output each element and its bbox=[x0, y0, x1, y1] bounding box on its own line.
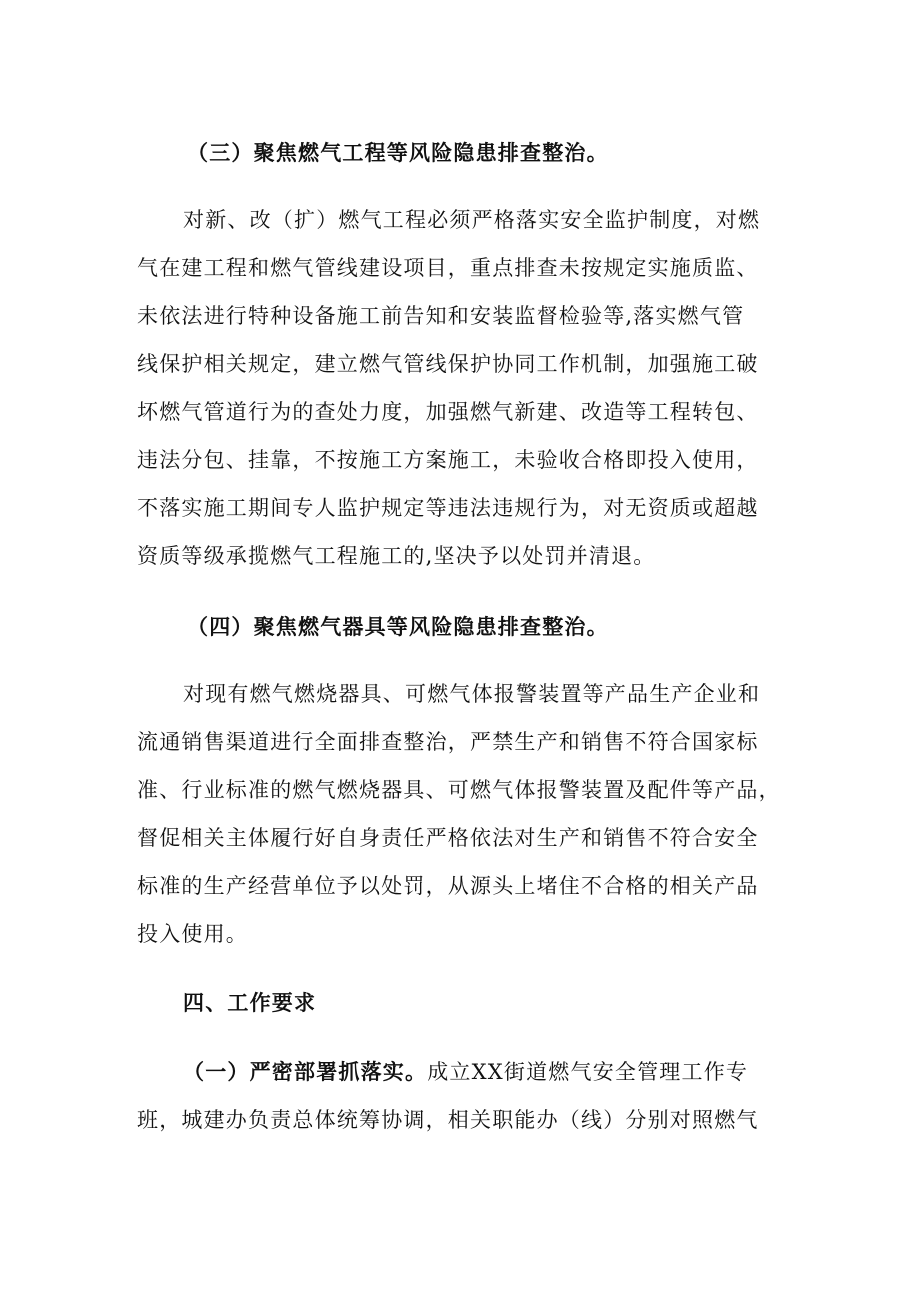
paragraph-text: 成立XX街道燃气安全管理工作专 bbox=[427, 1060, 749, 1084]
paragraph-line: 标准的生产经营单位予以处罚，从源头上堵住不合格的相关产品 bbox=[137, 874, 759, 898]
paragraph-line: 对新、改（扩）燃气工程必须严格落实安全监护制度，对燃 bbox=[183, 208, 761, 232]
paragraph-line: 未依法进行特种设备施工前告知和安装监督检验等,落实燃气管 bbox=[137, 304, 745, 328]
inline-bold-lead: （一）严密部署抓落实。 bbox=[183, 1060, 428, 1084]
paragraph-line: 违法分包、挂靠，不按施工方案施工，未验收合格即投入使用， bbox=[137, 448, 759, 472]
paragraph-line: 资质等级承揽燃气工程施工的,坚决予以处罚并清退。 bbox=[137, 544, 656, 568]
paragraph-line: 督促相关主体履行好自身责任严格依法对生产和销售不符合安全 bbox=[137, 826, 759, 850]
paragraph-line: 气在建工程和燃气管线建设项目，重点排查未按规定实施质监、 bbox=[137, 256, 759, 280]
paragraph-line-with-lead bbox=[183, 1058, 843, 1086]
paragraph-line: 投入使用。 bbox=[137, 922, 248, 946]
part-heading: 四、工作要求 bbox=[183, 991, 317, 1015]
paragraph-line: 班，城建办负责总体统筹协调，相关职能办（线）分别对照燃气 bbox=[137, 1108, 759, 1132]
paragraph-line: 流通销售渠道进行全面排查整治，严禁生产和销售不符合国家标 bbox=[137, 730, 759, 754]
paragraph-line: 对现有燃气燃烧器具、可燃气体报警装置等产品生产企业和 bbox=[183, 682, 761, 706]
paragraph-line: 不落实施工期间专人监护规定等违法违规行为，对无资质或超越 bbox=[137, 496, 759, 520]
section-heading-3: （三）聚焦燃气工程等风险隐患排查整治。 bbox=[187, 141, 609, 165]
paragraph-line: 坏燃气管道行为的查处力度，加强燃气新建、改造等工程转包、 bbox=[137, 400, 759, 424]
paragraph-line: 准、行业标准的燃气燃烧器具、可燃气体报警装置及配件等产品， bbox=[137, 778, 781, 802]
paragraph-line: 线保护相关规定，建立燃气管线保护协同工作机制，加强施工破 bbox=[137, 352, 759, 376]
section-heading-4: （四）聚焦燃气器具等风险隐患排查整治。 bbox=[187, 615, 609, 639]
